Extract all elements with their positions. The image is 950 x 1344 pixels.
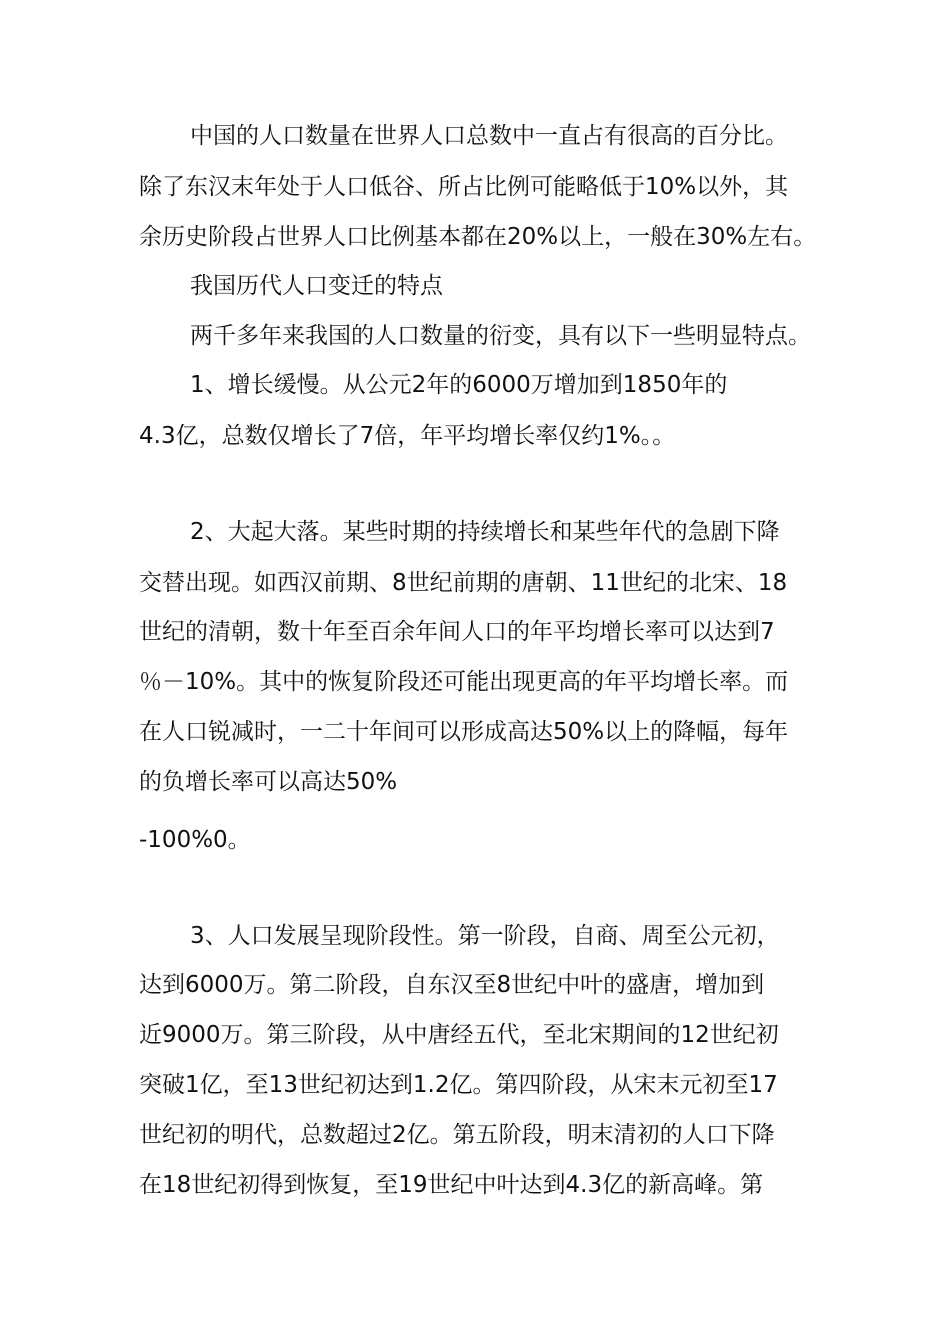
paragraph-line: 余历史阶段占世界人口比例基本都在20%以上，一般在30%左右。 — [139, 224, 817, 250]
list-item-line: 1、增长缓慢。从公元2年的6000万增加到1850年的 — [190, 372, 728, 398]
list-item-line: ％－10%。其中的恢复阶段还可能出现更高的年平均增长率。而 — [139, 669, 789, 695]
paragraph-line: 除了东汉末年处于人口低谷、所占比例可能略低于10%以外，其 — [139, 174, 789, 200]
list-item-line: 在18世纪初得到恢复，至19世纪中叶达到4.3亿的新高峰。第 — [139, 1172, 764, 1198]
list-item-line: 2、大起大落。某些时期的持续增长和某些年代的急剧下降 — [190, 519, 780, 545]
section-heading: 我国历代人口变迁的特点 — [190, 273, 443, 299]
paragraph-line: 两千多年来我国的人口数量的衍变，具有以下一些明显特点。 — [190, 323, 811, 349]
paragraph-line: 中国的人口数量在世界人口总数中一直占有很高的百分比。 — [190, 123, 788, 149]
list-item-line: 突破1亿，至13世纪初达到1.2亿。第四阶段，从宋末元初至17 — [139, 1072, 778, 1098]
list-item-line: 世纪初的明代，总数超过2亿。第五阶段，明末清初的人口下降 — [139, 1122, 775, 1148]
list-item-line: 3、人口发展呈现阶段性。第一阶段，自商、周至公元初， — [190, 923, 780, 949]
list-item-line: 达到6000万。第二阶段，自东汉至8世纪中叶的盛唐，增加到 — [139, 972, 765, 998]
list-item-line: 的负增长率可以高达50% — [139, 769, 398, 795]
list-item-line: 在人口锐减时，一二十年间可以形成高达50%以上的降幅，每年 — [139, 719, 789, 745]
list-item-line: -100%0。 — [139, 827, 251, 853]
list-item-line: 近9000万。第三阶段，从中唐经五代，至北宋期间的12世纪初 — [139, 1022, 779, 1048]
list-item-line: 世纪的清朝，数十年至百余年间人口的年平均增长率可以达到7 — [139, 619, 775, 645]
list-item-line: 4.3亿，总数仅增长了7倍，年平均增长率仅约1%。。 — [139, 423, 676, 449]
list-item-line: 交替出现。如西汉前期、8世纪前期的唐朝、11世纪的北宋、18 — [139, 570, 788, 596]
